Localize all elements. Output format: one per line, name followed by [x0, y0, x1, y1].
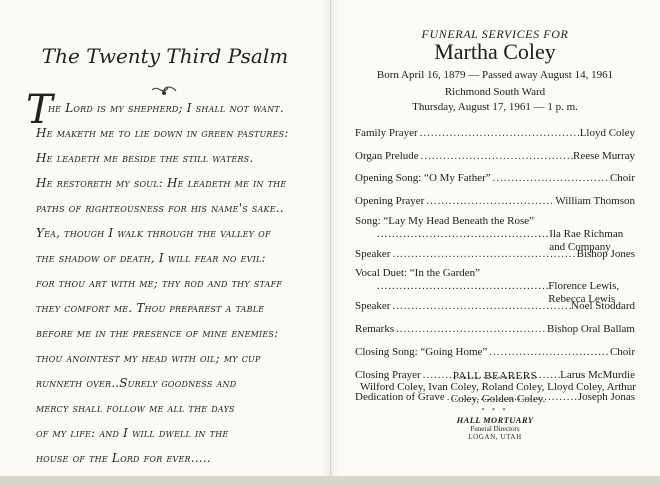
program-item-participant: Choir: [609, 172, 635, 185]
psalm-line: before me in the presence of mine enemies:: [36, 326, 279, 340]
dot-leader: [491, 167, 610, 190]
dot-leader: [390, 295, 571, 318]
psalm-line: mercy shall follow me all the days: [36, 401, 235, 415]
program-item-label: Vocal Duet: “In the Garden”: [355, 267, 481, 280]
program-item-participant: Bishop Jones: [576, 247, 635, 260]
psalm-line: He restoreth my soul: He leadeth me in the: [36, 176, 287, 190]
program-item-participant: Florence Lewis, Rebecca Lewis: [548, 280, 620, 306]
psalm-line: for thou art with me; thy rod and thy staff: [36, 276, 283, 290]
psalm-line: runneth over..Surely goodness and: [36, 376, 237, 390]
mortuary-subtitle: Funeral Directors: [470, 425, 520, 433]
mortuary-name: HALL MORTUARY: [456, 415, 534, 425]
dot-leader: [487, 341, 610, 364]
program-item-label: Organ Prelude: [355, 149, 419, 162]
dot-leader: [390, 243, 576, 266]
psalm-line: they comfort me. Thou preparest a table: [36, 301, 265, 315]
pall-bearers-names: Wilford Coley, Ivan Coley, Roland Coley, Lloyd Coley, Arthur Coley, Golden Coley.: [360, 381, 636, 405]
deceased-name: Martha Coley: [434, 39, 556, 64]
dot-leader: [394, 318, 547, 341]
ward-name: Richmond South Ward: [444, 86, 546, 98]
psalm-line: thou anointest my head with oil; my cup: [36, 351, 261, 365]
program-item-participant: Choir: [609, 345, 635, 358]
program-item-label: Song: “Lay My Head Beneath the Rose”: [355, 214, 535, 227]
program-item-participant: Joseph Jonas: [577, 391, 635, 404]
psalm-line: he Lord is my shepherd; I shall not want.: [48, 101, 284, 115]
program-item-participant: Larus McMurdie: [560, 368, 635, 381]
psalm-title: The Twenty Third Psalm: [41, 44, 289, 68]
program-item-label: Closing Prayer: [355, 368, 421, 381]
program-item-label: Opening Song: “O My Father”: [355, 172, 491, 185]
life-dates: Born April 16, 1879 — Passed away August 14, 1961: [376, 69, 614, 81]
program-item: [355, 318, 635, 341]
psalm-line: He leadeth me beside the still waters.: [36, 151, 254, 165]
program-item: [355, 213, 635, 253]
services-heading: FUNERAL SERVICES FOR: [421, 27, 569, 41]
service-date: Thursday, August 17, 1961 — 1 p. m.: [412, 101, 578, 113]
program-item-participant: William Thomson: [555, 195, 635, 208]
psalm-text: [36, 96, 320, 471]
psalm-line: of my life: and I will dwell in the: [36, 426, 229, 440]
page-fold: [322, 0, 340, 486]
program-item: [355, 341, 635, 364]
psalm-drop-cap: T: [26, 87, 53, 133]
program-item-label: Family Prayer: [355, 127, 418, 139]
program-list: [355, 122, 635, 409]
dot-leader: [424, 190, 555, 213]
program-item-participant: Lloyd Coley: [579, 127, 635, 139]
program-item: [355, 190, 635, 213]
page-bottom-edge: [0, 476, 660, 486]
program-item: [355, 122, 635, 145]
separator-stars: * * *: [481, 408, 509, 414]
dot-leader: [418, 122, 580, 145]
program-item: [355, 295, 635, 318]
psalm-line: the shadow of death, I will fear no evil:: [36, 251, 266, 265]
program-item-label: Remarks: [355, 323, 395, 336]
program-item-label: Dedication of Grave: [355, 391, 445, 404]
dot-leader: [419, 145, 573, 168]
program-item-label: Speaker: [355, 300, 391, 313]
program-item-label: Speaker: [355, 247, 391, 260]
program-item: [355, 167, 635, 190]
program-item: [355, 243, 635, 266]
program-item-label: Closing Song: “Going Home”: [355, 345, 488, 358]
psalm-line: paths of righteousness for his name's sake..: [36, 201, 284, 215]
psalm-line: He maketh me to lie down in green pastures:: [36, 126, 289, 140]
program-item: [355, 145, 635, 168]
program-item-participant: Bishop Oral Ballam: [547, 323, 635, 336]
program-item-participant: Noel Stoddard: [571, 300, 635, 313]
program-item-participant: Reese Murray: [572, 149, 635, 162]
pall-bearers-heading: PALL BEARERS: [452, 370, 538, 382]
psalm-line: Yea, though I walk through the valley of: [36, 226, 271, 240]
psalm-line: house of the Lord for ever.....: [36, 451, 211, 465]
mortuary-city: LOGAN, UTAH: [468, 433, 522, 441]
program-item-participant: Ila Rae Richman and Company: [549, 227, 624, 253]
program-item-label: Opening Prayer: [355, 195, 425, 208]
program-item: [355, 265, 635, 306]
